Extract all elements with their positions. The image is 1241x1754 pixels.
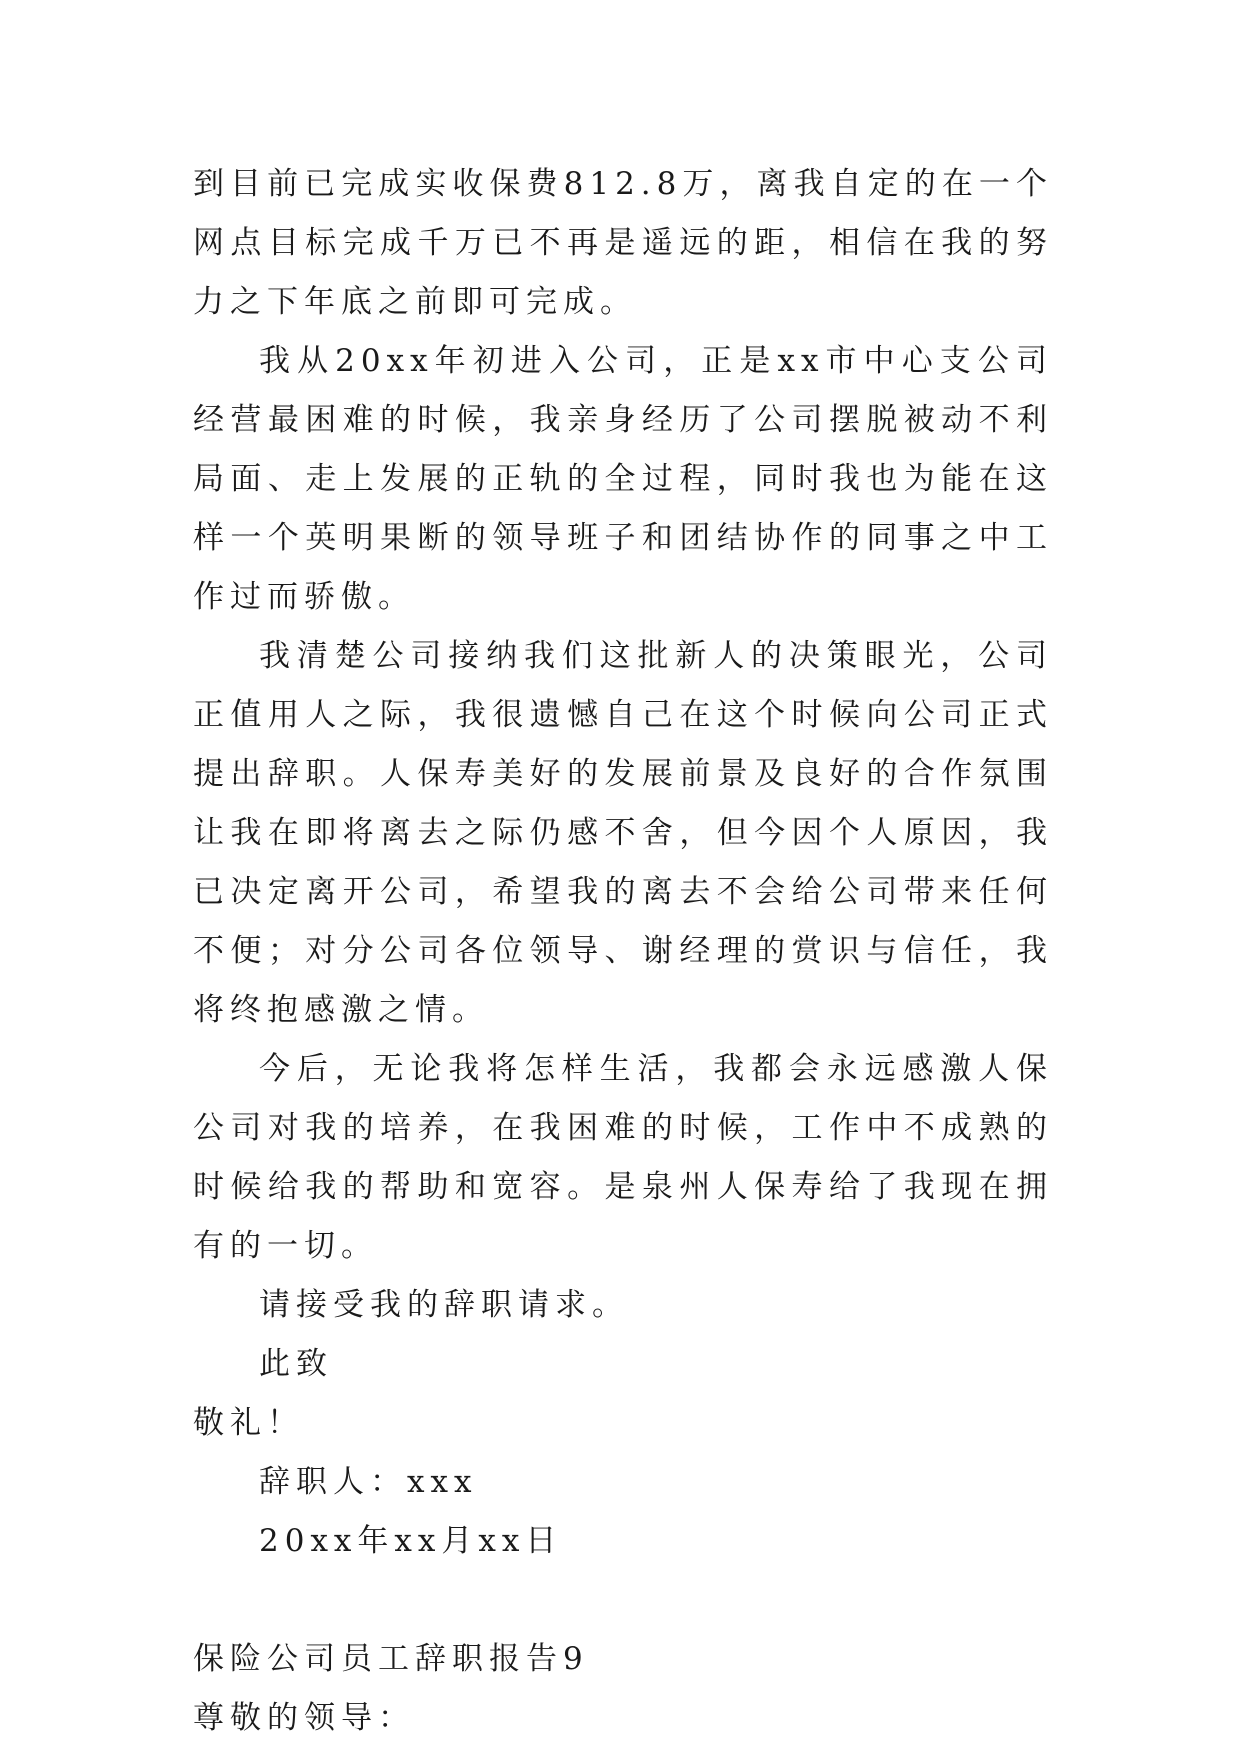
paragraph-gratitude: 今后，无论我将怎样生活，我都会永远感激人保公司对我的培养，在我困难的时候，工作中不成熟的时候给我的帮助和宽容。是泉州人保寿给了我现在拥有的一切。 — [193, 1051, 1053, 1264]
signature-date: 20xx年xx月xx日 — [259, 1523, 563, 1559]
signer-name: 辞职人：xxx — [259, 1464, 478, 1500]
document-body — [193, 155, 1053, 1748]
paragraph-resignation-reason: 我清楚公司接纳我们这批新人的决策眼光，公司正值用人之际，我很遗憾自己在这个时候向公司正式提出辞职。人保寿美好的发展前景及良好的合作氛围让我在即将离去之际仍感不舍，但今因个人原因，我已决定离开公司，希望我的离去不会给公司带来任何不便；对分公司各位领导、谢经理的赏识与信任，我将终抱感激之情。 — [193, 638, 1053, 1028]
next-section-title: 保险公司员工辞职报告9 — [193, 1641, 589, 1677]
paragraph-joining: 我从20xx年初进入公司，正是xx市中心支公司经营最困难的时候，我亲身经历了公司摆脱被动不利局面、走上发展的正轨的全过程，同时我也为能在这样一个英明果断的领导班子和团结协作的同事之中工作过而骄傲。 — [193, 343, 1053, 615]
next-section-salutation: 尊敬的领导： — [193, 1700, 415, 1736]
section-gap — [193, 1571, 1053, 1630]
paragraph-progress: 到目前已完成实收保费812.8万，离我自定的在一个网点目标完成千万已不再是遥远的距，相信在我的努力之下年底之前即可完成。 — [193, 166, 1053, 320]
resignation-request: 请接受我的辞职请求。 — [259, 1287, 629, 1323]
closing-regards: 敬礼！ — [193, 1405, 304, 1441]
closing-salutation: 此致 — [259, 1346, 333, 1382]
